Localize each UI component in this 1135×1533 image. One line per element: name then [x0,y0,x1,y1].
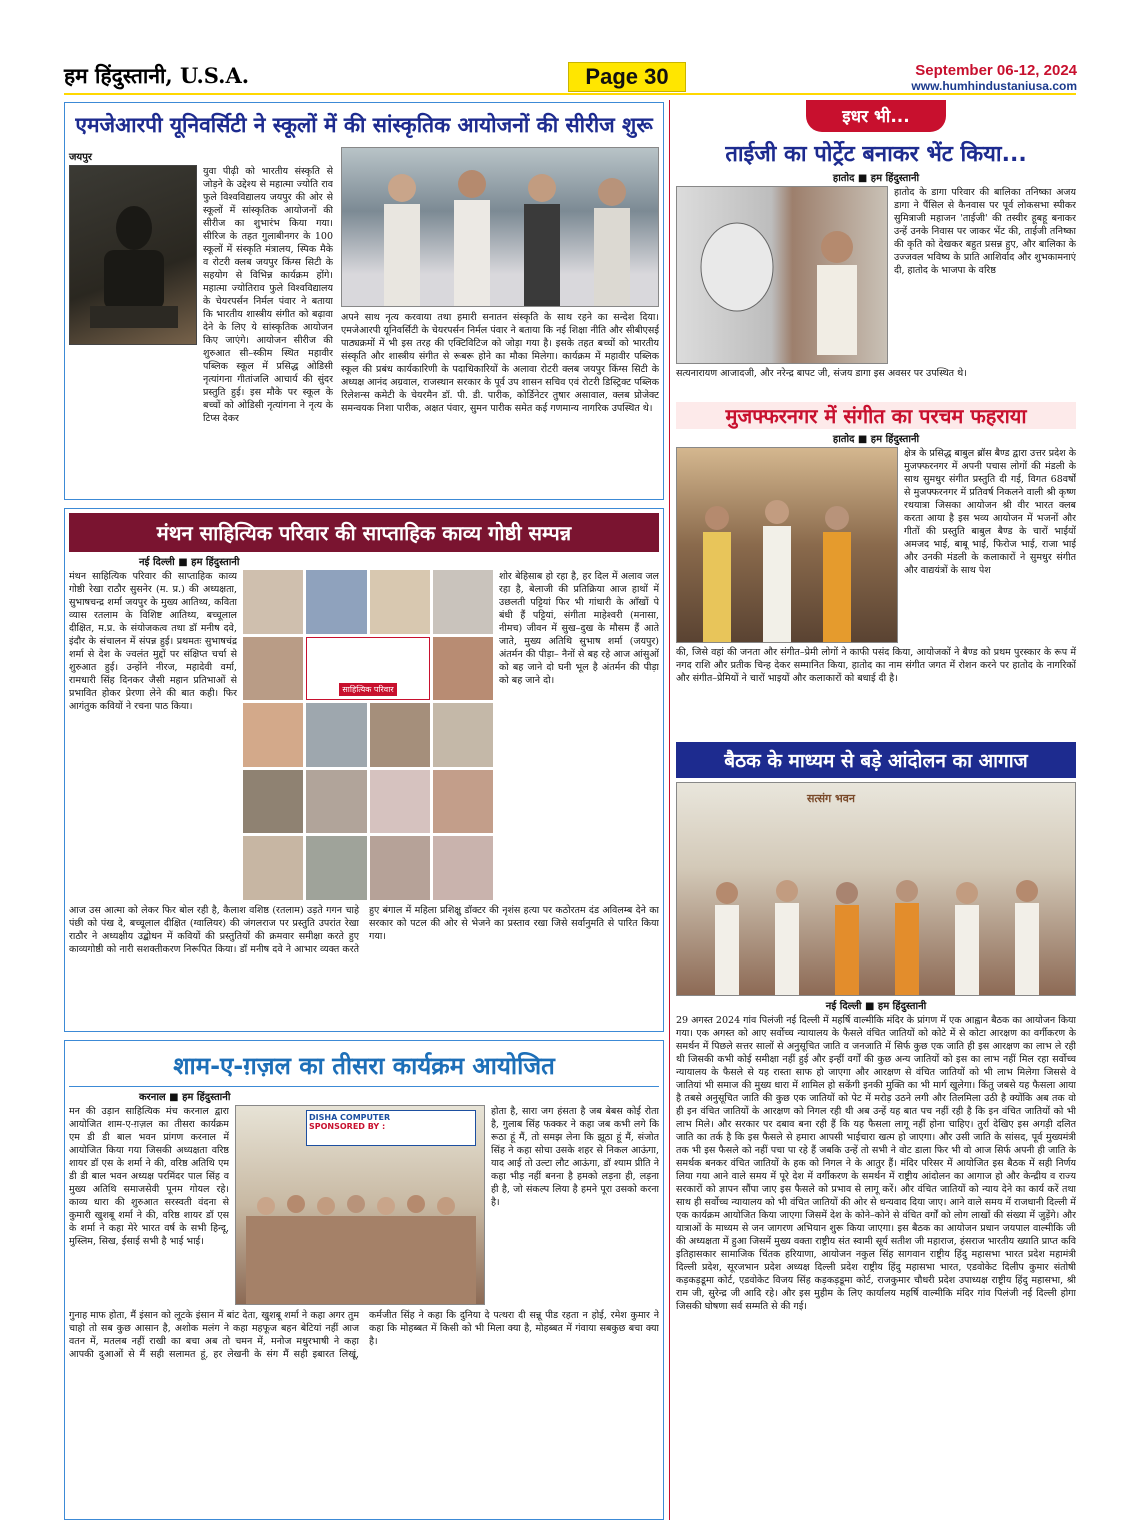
portrait-illustration [677,187,888,364]
story-muzaffarnagar [676,402,1076,736]
story-text-col: हातोद के डागा परिवार की बालिका तनिष्का अजय डागा ने पैंसिल से कैनवास पर पूर्व लोकसभा स्पीकर सुमित्राजी महाजन 'ताईजी' की तस्वीर हूबहू बनाकर उन्हें उनके निवास पर जाकर भेंट की, ताईजी तनिष्का की कृति को देखकर बहुत प्रसन्न हुए, और बालिका के उज्जवल भविष्य के प्राति आशिर्वाद और शुभकामनाएं दी, हातोद के भाजपा के वरिष्ठ [894,187,1076,276]
story-headline: बैठक के माध्यम से बड़े आंदोलन का आगाज [676,742,1076,778]
statue-illustration [70,166,197,345]
story-byline: हातोद ■ हम हिंदुस्तानी [832,434,920,445]
article-text-col1: युवा पीढ़ी को भारतीय संस्कृति से जोड़ने के उद्देश्य से महात्मा ज्योति राव फुले विश्वविद्यालय जयपुर की ओर से स्कूलों में सांस्कृतिक आयोजनों की सीरीज का शुभारंभ किया गया। सीरिज के तहत गुलाबीनगर के 100 स्कूलों में संस्कृति मंत्रालय, स्पिक मैके व रोटरी क्लब जयपुर किंग्स सिटी के सहयोग से विभिन्न कार्यक्रम होंगे। महात्मा ज्योतिराव फुले विश्वविद्यालय के चेयरपर्सन निर्मल पंवार ने बताया कि भारतीय शास्त्रीय संगीत को बढ़ावा देने के लिए ये सांस्कृतिक आयोजन किए जाएंगे। आयोजन सीरीज की शुरुआत सी–स्कीम स्थित महावीर पब्लिक स्कूल में प्रसिद्ध ओडिसी नृत्यांगना गीतांजलि आचार्य की सुंदर प्रस्तुति हुई। इस मौके पर स्कूल के बच्चों को ओडिसी नृत्यांगना ने नृत्य के टिप्स देकर [203,166,333,424]
poet-photo [243,770,303,834]
poet-photo [370,570,430,634]
story-headline: ताईजी का पोर्ट्रेट बनाकर भेंट किया... [725,142,1027,167]
meeting-people-illustration [677,783,1075,996]
section-label [676,100,1076,132]
newspaper-logo: हम हिंदुस्तानी, U.S.A. [64,63,250,88]
story-baithak [676,742,1076,1502]
poet-photo [306,570,366,634]
poet-photo [243,836,303,900]
band-people-illustration [677,448,898,643]
story-text: 29 अगस्त 2024 गांव पिलंजी नई दिल्ली में महर्षि वाल्मीकि मंदिर के प्रांगण में एक आह्वान बैठक का आयोजन किया गया। एक अगस्त को आए सर्वोच्च न्यायालय के फैसले वंचित जातियों को कोटे में से कोटा आरक्षण का वर्गीकरण के समर्थन में पिछले सत्तर सालों से अनुसूचित जाति व जनजाति में सिर्फ कुछ एक जाति ही इस आरक्षण का लाभ ले रही थी जिसकी कभी कोई समीक्षा नहीं हुई और इन्हीं वर्गों की कुछ अन्य जातियों को इस का लाभ नहीं मिल रहा सर्वोच्च न्यायालय के फैसले से यह रास्ता साफ हो जाएगा और आरक्षण से वंचित जातियों को भी लाभ मिलेगा जिससे वे जातियां भी समाज की मुख्य धारा में शामिल हो सकेंगी इनकी मुक्ति का भी मार्ग खुलेगा। किंतु जबसे यह फैसला आया है तबसे अनुसूचित जाति की कुछ एक जातियों को पेट में मरोड़ उठने लगी और तिलमिला उठी है क्योंकि अब तक वो ही इन वंचित जातियों के आरक्षण को निगल रही थी अब उन्हें यह बात पच नहीं रही है कि इन वंचित जातियों को भी लाभ मिले। और सरकार पर दबाव बना रही हैं कि यह फैसला लागू नहीं होना चाहिए। तुर्रा देखिए इस अगड़ी दलित जाति का तर्क है कि इस फैसले से हमारा आपसी भाईचारा खत्म हो जाएगा। और उसी जाति के सांसद, पूर्व मुख्यमंत्री तक भी इस फैसले को नहीं पचा पा रहे हैं जबकि उन्हें तो सभी ने वोट डाला फिर भी वो आज सिर्फ अपनी ही जाति के समर्थक बनकर वंचित जातियों के हक को निगल ने के आतुर हैं। मंदिर परिसर में आयोजित इस बैठक में सही निर्णय लिया गया आने वाले समय में पूरे देश में वर्गीकरण के समर्थन में राष्ट्रीय आंदोलन का आगाज हो और केन्द्रीय व राज्य सरकारों को ज्ञापन सौंपा जाए इस फैसले को प्रभाव से लागू करें। और वंचित जातियों को न्याय देने का कार्य करें तथा साथ ही सर्वोच्च न्यायालय को भी वंचित जातियों की ओर से धन्यवाद दिया जाए। आने वाले समय में राजधानी दिल्ली में एक कार्यक्रम आयोजित किया जाएगा जिसमें देश के कोने–कोने से वंचित वर्गों को लोग लाखों की संख्या में जुड़ेंगे। और यात्राओं के माध्यम से जन जागरण अभियान शुरू किया जाएगा। इस बैठक का आयोजन प्रधान जयपाल वाल्मीकि जी की अध्यक्षता में हुआ जिसमें मुख्य वक्ता राष्ट्रीय संत स्वामी सूर्य सतीश जी महाराज, हंसराज भारतीय ख्याति प्राप्त कवि इतिहासकार सामाजिक चिंतक हरियाणा, आयोजन नकुल सिंह सागवान राष्ट्रीय हिंदु महासभा भारत प्रदेश महामंत्री दिल्ली प्रदेश, सूरजभान प्रदेश अध्यक्ष दिल्ली प्रदेश राष्ट्रीय हिंदु महासभा भारत, एडवोकेट दिलीप कुमार संतोषी कड़कड़डूमा कोर्ट, एडवोकेट विजय सिंह कड़कड़डूमा कोर्ट, राजकुमार चौधरी प्रदेश उपाध्यक्ष राष्ट्रीय हिंदु महासभा, श्री राम जी, सुरेन्द्र जी आदि रहे। और इस मुहीम के लिए कार्यालय महर्षि वाल्मीकि मंदिर गांव पिलंजी नई दिल्ली होगा जिसकी घोषणा सर्व सम्मति से की गई। [676,1015,1076,1312]
poet-photo [306,703,366,767]
banner-sponsor: SPONSORED BY : [309,1122,386,1131]
poet-photo [306,770,366,834]
poet-photo [243,637,303,701]
page-number-badge: Page 30 [568,62,686,92]
story-headline: मुजफ्फरनगर में संगीत का परचम फहराया [676,402,1076,429]
poet-photo [433,770,493,834]
band-photo [676,447,898,643]
article-sham-e-ghazal [64,1040,664,1520]
story-text-bottom: की, जिसे वहां की जनता और संगीत–प्रेमी लोगों ने काफी पसंद किया, आयोजकों ने बैण्ड को प्रथम पुरस्कार के रूप में नगद राशि और प्रतीक चिन्ह देकर सम्मानित किया, हातोद का नाम संगीत जगत में रोशन करने पर हातोद के नागरिकों और संगीत–प्रेमियों ने चारों भाइयों और कलाकारों को बधाई दी है। [676,647,1076,684]
masthead-rule [64,93,1076,95]
story-text-bottom: सत्यनारायण आजादजी, और नरेन्द्र बापट जी, संजय डागा इस अवसर पर उपस्थित थे। [676,368,967,379]
poet-photo [433,570,493,634]
story-text-col: क्षेत्र के प्रसिद्ध बाबुल ब्रॉस बैण्ड द्वारा उत्तर प्रदेश के मुजफ्फरनगर में अपनी पचास लोगों की मंडली के साथ सुमधुर संगीत प्रस्तुति दी गई, विगत 68वर्षों से मुजफ्फरनगर में प्रतिवर्ष निकलने वाली श्री कृष्ण रथयात्रा जिसका आयोजन श्री वीर भारत क्लब करता आया है इस भव्य आयोजन में भजनों और गीतों की प्रस्तुति बाबुल बैण्ड के चारों भाईयों अमजद भाई, बाबू भाई, फिरोज भाई, राजा भाई और उनकी मंडली के कलाकारों ने सुमधुर संगीत और वाद्ययंत्रों के साथ पेश [904,448,1076,576]
article-photo-event [341,147,659,307]
poet-photo [370,836,430,900]
poet-photo [306,836,366,900]
story-byline: नई दिल्ली ■ हम हिंदुस्तानी [825,1001,927,1012]
poet-photo [433,836,493,900]
article-byline: करनाल ■ हम हिंदुस्तानी [139,1092,231,1103]
left-column [64,100,664,1520]
poet-photo [433,637,493,701]
article-text-col3: होता है, सारा जग हंसता है जब बेबस कोई रोता है, गुलाब सिंह फक्कर ने कहा जब कभी लगे कि रूठा हूं मैं, तो समझ लेना कि झूठा हूं मैं, संजोत सिंह ने कहा सोचा उसके शहर से निकल आऊंगा, याद आई तो उल्टा लौट आऊंगा, डॉ श्याम प्रीति ने कहा भीड़ नहीं बनना है हमको लड़ना ही, लड़ना ही है, जो संकल्प लिया है हमने पूरा उसको करना है। [491,1106,659,1208]
event-people-illustration [342,148,658,307]
manthan-logo-text: साहित्यिक परिवार [339,683,396,696]
meeting-photo [676,782,1076,996]
poet-photo [243,570,303,634]
story-byline: हातोद ■ हम हिंदुस्तानी [832,173,920,184]
poet-photo [370,770,430,834]
story-taiji-portrait [676,138,1076,396]
poet-photo [243,703,303,767]
article-byline: नई दिल्ली ■ हम हिंदुस्तानी [139,557,240,568]
portrait-photo [676,186,888,364]
poet-photo-grid [243,570,493,900]
article-mjrp [64,102,664,500]
poet-photo [433,703,493,767]
hall-sign: सत्संग भवन [807,792,855,805]
right-column [676,100,1076,1502]
section-label-text: इधर भी... [806,100,945,132]
poet-photo [370,703,430,767]
article-headline: मंथन साहित्यिक परिवार की साप्ताहिक काव्य गोष्ठी सम्पन्न [69,513,659,552]
article-text-bottom: आज उस आत्मा को लेकर फिर बोल रही है, कैलाश वशिष्ठ (रतलाम) उड़ते गगन चाहे पंछी को पंख दे, बच्चूलाल दीक्षित (ग्वालियर) की जंगलराज पर प्रस्तुति उपरांत रेखा राठौर ने अध्यक्षीय उद्बोधन में कवियों की प्रस्तुतियों की क्रमवार समीक्षा करते हुए काव्यगोष्ठी को नारी सशक्तीकरण निरूपित किया। डॉ मनीष दवे ने आभार व्यक्त करते हुए बंगाल में महिला प्रशिक्षु डॉक्टर की नृशंस हत्या पर कठोरतम दंड अविलम्ब देने का सरकार को पटल की ओर से भेजने का प्रस्ताव रखा जिसे सर्वानुमति से पारित किया गया। [69,905,659,955]
column-divider [669,100,670,1520]
article-place: जयपुर [69,152,92,163]
issue-date: September 06-12, 2024 [915,62,1077,79]
masthead [0,0,1135,100]
website-link[interactable]: www.humhindustaniusa.com [911,79,1077,93]
event-banner [306,1110,476,1146]
banner-title: DISHA COMPUTER [309,1113,391,1122]
masthead-date-block [911,62,1077,93]
manthan-logo [306,637,430,701]
article-text-col1: मन की उड़ान साहित्यिक मंच करनाल द्वारा आयोजित शाम-ए-ग़ज़ल का तीसरा कार्यक्रम एम डी डी बाल भवन प्रांगण करनाल में आयोजित किया गया जिसकी अध्यक्षता वरिष्ठ शायर डॉ एस के शर्मा ने की, वरिष्ठ अतिथि एम डी डी बाल भवन अध्यक्ष परमिंदर पाल सिंह व मुख्य अतिथि समाजसेवी पूनम गोयल रहे। काव्य धारा की शुरुआत सरस्वती वंदना से कुमारी खुशबू शर्मा ने की, वरिष्ठ शायर डॉ एस के शर्मा ने कहा मेरे भारत वर्ष के सभी हिन्दू, मुस्लिम, सिख, ईसाई सभी है भाई भाई। [69,1106,229,1247]
article-photo-group [235,1105,485,1305]
article-text-col3: शोर बेहिसाब हो रहा है, हर दिल में अलाव जल रहा है, बेलाजी की प्रतिक्रिया आज हाथों में उछलती पट्टियां फिर भी गांधारी के आँखों पे बंधी हैं पट्टियां, संगीता माहेश्वरी (मनासा, नीमच) जीवन में सुख–दुख के मौसम हैं आते जाते, मुख्य अतिथि सुभाष शर्मा (जयपुर) अंतर्मन की पीड़ा– नैनों से बह रहे आज आंसुओं को बह जाने दो घनी भूल है अंतर्मन की पीड़ा को बह जाने दो। [499,571,659,686]
article-text-col1: मंथन साहित्यिक परिवार की साप्ताहिक काव्य गोष्ठी रेखा राठौर सुसनेर (म. प्र.) की अध्यक्षता, सुभाषचन्द्र शर्मा जयपुर के मुख्य आतिथ्य, कविता व्यास रतलाम के विशिष्ट आतिथ्य, बच्चूलाल दीक्षित, म.प्र. के संयोजकत्व तथा डॉ मनीष दवे, इंदौर के संचालन में संपन्न हुई। प्रथमतः सुभाषचंद्र शर्मा से देश के ज्वलंत मुद्दों पर संक्षिप्त चर्चा से शुरुआत हुई। उन्होंने नीरज, महादेवी वर्मा, रामधारी सिंह दिनकर जैसी महान प्रतिभाओं से प्रभावित होकर प्रेरणा लेने की बात कही। फिर आगंतुक कवियों ने रचना पाठ किया। [69,571,237,712]
article-photo-statue [69,165,197,345]
article-text-bottom: गुनाह माफ होता, मैं इंसान को लूटके इंसान में बांट देता, खुशबू शर्मा ने कहा अगर तुम चाहो तो सब कुछ आसान है, अशोक मलंग ने कहा महफूज बहन बेटियां नहीं आज वतन में, मतलब नहीं राखी का बचा अब तो चमन में, मनोज मधुरभाषी ने कहा आपकी दुआओं से मैं सही सलामत हूं, हर लेखनी के संग मैं सही इबारत लिखूं, कर्मजीत सिंह ने कहा कि दुनिया दे पत्थरा दी सन्नू पीड रहता न होई, रमेश कुमार ने कहा कि मोहब्बत में किसी को भी मिला क्या है, मोहब्बत में गंवाया सबकुछ बचा क्या है। [69,1310,659,1360]
article-headline: एमजेआरपी यूनिवर्सिटी ने स्कूलों में की सांस्कृतिक आयोजनों की सीरीज शुरू [69,107,659,143]
article-headline: शाम-ए-ग़ज़ल का तीसरा कार्यक्रम आयोजित [69,1045,659,1087]
article-manthan [64,508,664,1032]
article-text-col2: अपने साथ नृत्य करवाया तथा हमारी सनातन संस्कृति के साथ रहने का सन्देश दिया। एमजेआरपी यूनिवर्सिटी के चेयरपर्सन निर्मल पंवार ने बताया कि नई शिक्षा नीति और सीबीएसई पाठ्यक्रमों में भी इस तरह की एक्टिविटिज को जोड़ा गया है। इसके तहत बच्चों को भारतीय संस्कृति और शास्त्रीय संगीत से रूबरू होने का मौका मिलेगा। कार्यक्रम में महावीर पब्लिक स्कूल की प्रबंध कार्यकारिणी के पदाधिकारियों के अलावा रोटरी क्लब जयपुर किंग्स सिटी के अध्यक्ष आनंद अग्रवाल, राजस्थान सरकार के पूर्व उप शासन सचिव एवं रोटरी डिस्ट्रिक्ट पब्लिक रिलेशन्स कमेटी के चेयरमैन डॉ. पी. डी. पारीक, कोर्डिनेटर तुषार असावाल, क्लब प्रोजेक्ट समन्वयक निशा पारीक, अक्षत पंवार, सुमन पारीक समेत कई गणमान्य नागरिक उपस्थित थे। [341,312,659,414]
